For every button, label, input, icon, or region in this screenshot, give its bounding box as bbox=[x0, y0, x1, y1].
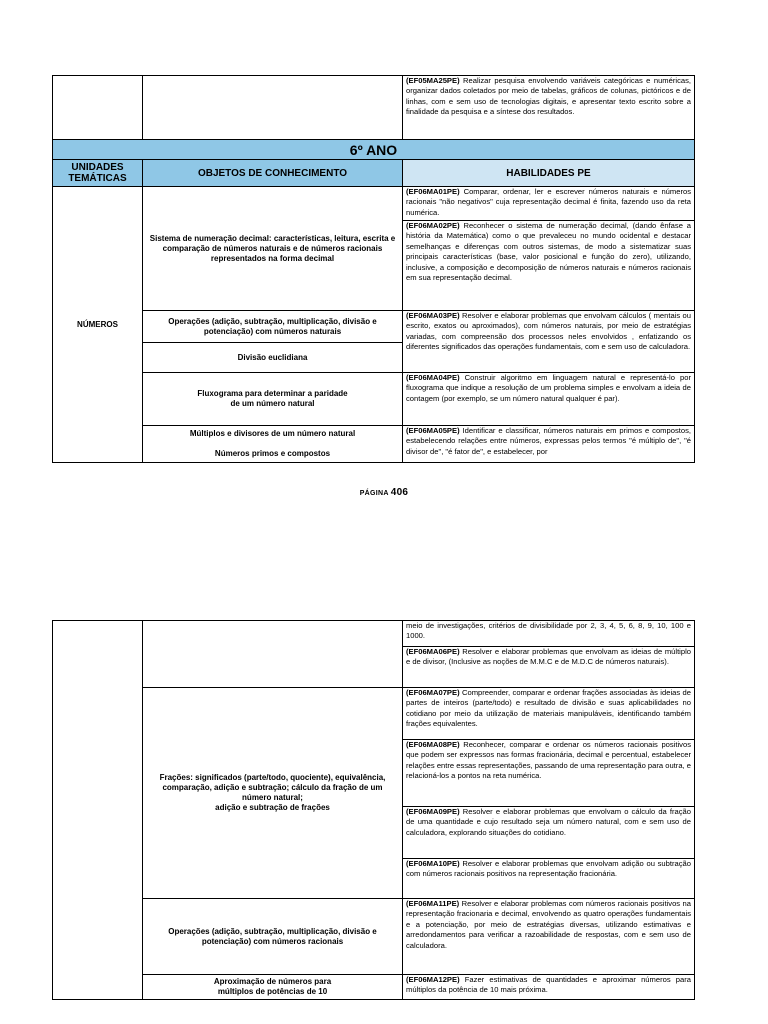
header-unidades: UNIDADES TEMÁTICAS bbox=[53, 160, 143, 187]
habilidade-cell bbox=[403, 899, 695, 975]
objeto-multiplos-label: Múltiplos e divisores de um número natural bbox=[189, 429, 356, 438]
habilidade-text: Resolver e elaborar problemas com números racionais positivos na representação fracionaria e decimal, envolvendo as quatro operações fundamentais e a potenciação, por meio de estratégias diversas, utilizando estimativas e arredondamentos para verificar a razoabilidade de respostas, com e sem uso de calculadora. bbox=[406, 899, 691, 950]
habilidade-text: Realizar pesquisa envolvendo variáveis categóricas e numéricas, organizar dados coletados por meio de tabelas, gráficos de colunas, pictóricos e de linhas, com e sem uso de tecnologias digitais, e apresentar texto escrito sobre a finalidade da pesquisa e a síntese dos resultados. bbox=[406, 76, 691, 117]
habilidade-text: Construir algoritmo em linguagem natural e representá-lo por fluxograma que indique a resolução de um problema simples e envolvam a ideia de contagem (por exemplo, se um número natural qualquer é par). bbox=[406, 373, 691, 403]
habilidade-cell bbox=[403, 975, 695, 1000]
objeto-fluxograma: Fluxograma para determinar a paridade de um número natural bbox=[143, 373, 403, 426]
habilidade-code: (EF06MA07PE) bbox=[406, 688, 460, 697]
habilidade-code: (EF06MA01PE) bbox=[406, 187, 460, 196]
objeto-operacoes-naturais: Operações (adição, subtração, multiplicação, divisão e potenciação) com números naturais bbox=[143, 311, 403, 343]
habilidade-text: Resolver e elaborar problemas que envolvam cálculos ( mentais ou escrito, exatos ou aproximados), com números naturais, por meio de estratégias variadas, com compreensão dos processos neles envolvidos , enfatizando os diferentes significados das operações fundamentais, com e sem uso de calculadora. bbox=[406, 311, 691, 352]
objeto-aproximacao: Aproximação de números para múltiplos de potências de 10 bbox=[143, 975, 403, 1000]
objeto-operacoes-racionais: Operações (adição, subtração, multiplicação, divisão e potenciação) com números racionais bbox=[143, 899, 403, 975]
page-number bbox=[0, 487, 768, 498]
habilidade-cell bbox=[403, 373, 695, 426]
habilidade-cell bbox=[403, 859, 695, 899]
habilidade-text: Resolver e elaborar problemas que envolvam as ideias de múltiplo e de divisor, (Inclusive as noções de M.M.C e de M.D.C de números naturais). bbox=[406, 647, 691, 667]
habilidade-code: (EF06MA08PE) bbox=[406, 740, 460, 749]
year-title: 6º ANO bbox=[53, 140, 695, 160]
habilidade-text: Comparar, ordenar, ler e escrever números naturais e números racionais "não negativos" cuja representação decimal é finita, fazendo uso da reta numérica. bbox=[406, 187, 691, 217]
unidade-numeros: NÚMEROS bbox=[53, 187, 143, 463]
habilidade-cell bbox=[403, 740, 695, 807]
habilidade-text: Reconhecer, comparar e ordenar os números racionais positivos que podem ser expressos nas formas fracionária, decimal e percentual, estabelecer relações entre essas representações, passando de uma representação para outra, e relacioná-los a pontos na reta numérica. bbox=[406, 740, 691, 781]
habilidade-code: (EF06MA03PE) bbox=[406, 311, 460, 320]
habilidade-cell bbox=[403, 426, 695, 463]
habilidade-code: (EF06MA06PE) bbox=[406, 647, 460, 656]
empty-unidade-cell bbox=[53, 621, 143, 1000]
habilidade-text: Reconhecer o sistema de numeração decimal, (dando ênfase a história da Matemática) como o que prevaleceu no mundo ocidental e destacar semelhanças e diferenças com outros sistemas, de modo a sistematizar suas principais características (base, valor posicional e função do zero), utilizando, inclusive, a composição e decomposição de números naturais e números racionais em sua representação decimal. bbox=[406, 221, 691, 283]
habilidade-code: (EF06MA05PE) bbox=[406, 426, 460, 435]
page-label: PÁGINA bbox=[359, 490, 389, 497]
habilidade-code: (EF06MA12PE) bbox=[406, 975, 460, 984]
habilidade-cell bbox=[403, 311, 695, 373]
header-objetos: OBJETOS DE CONHECIMENTO bbox=[143, 160, 403, 187]
objeto-multiplos-divisores bbox=[143, 426, 403, 463]
habilidade-code: (EF06MA02PE) bbox=[406, 221, 460, 230]
habilidade-cell bbox=[403, 688, 695, 740]
objeto-fracoes: Frações: significados (parte/todo, quociente), equivalência, comparação, adição e subtração; cálculo da fração de um número natural; adição e subtração de frações bbox=[143, 688, 403, 899]
page-number-value: 406 bbox=[390, 487, 409, 498]
habilidade-cell bbox=[403, 621, 695, 647]
habilidade-cell bbox=[403, 221, 695, 311]
habilidade-cell bbox=[403, 807, 695, 859]
habilidade-code: (EF06MA04PE) bbox=[406, 373, 460, 382]
habilidade-text: Identificar e classificar, números naturais em primos e compostos, estabelecendo relações entre números, expressas pelos termos "é múltiplo de", "é divisor de", "é fator de", e estabelecer, por bbox=[406, 426, 691, 456]
habilidade-cell bbox=[403, 647, 695, 688]
habilidade-code: (EF06MA10PE) bbox=[406, 859, 460, 868]
habilidade-text: Compreender, comparar e ordenar frações associadas às ideias de partes de inteiros (parte/todo) e resultado de divisão e suas aplicabilidades no cotidiano por meio da utilização de materiais manipuláveis, identificando também frações equivalentes. bbox=[406, 688, 691, 729]
habilidade-text: Resolver e elaborar problemas que envolvam adição ou subtração com números racionais positivos na representação fracionária. bbox=[406, 859, 691, 879]
objeto-sistema-numeracao: Sistema de numeração decimal: características, leitura, escrita e comparação de números naturais e de números racionais representados na forma decimal bbox=[143, 187, 403, 311]
curriculum-table-page-2 bbox=[52, 620, 695, 1000]
objeto-primos-label: Números primos e compostos bbox=[214, 449, 331, 458]
empty-objeto-cell bbox=[143, 621, 403, 688]
habilidade-text: Fazer estimativas de quantidades e aproximar números para múltiplos da potência de 10 mais próxima. bbox=[406, 975, 691, 995]
habilidade-cell bbox=[403, 187, 695, 221]
empty-objeto-cell bbox=[143, 76, 403, 140]
habilidade-code: (EF05MA25PE) bbox=[406, 76, 460, 85]
habilidade-text: Resolver e elaborar problemas que envolvam o cálculo da fração de uma quantidade e cujo resultado seja um número natural, com e sem uso de calculadora, explorando situações do cotidiano. bbox=[406, 807, 691, 837]
empty-unidade-cell bbox=[53, 76, 143, 140]
habilidade-text: meio de investigações, critérios de divisibilidade por 2, 3, 4, 5, 6, 8, 9, 10, 100 e 1000. bbox=[406, 621, 691, 641]
header-habilidades: HABILIDADES PE bbox=[403, 160, 695, 187]
objeto-divisao-euclidiana: Divisão euclidiana bbox=[143, 343, 403, 373]
habilidade-code: (EF06MA11PE) bbox=[406, 899, 460, 908]
habilidade-code: (EF06MA09PE) bbox=[406, 807, 460, 816]
curriculum-table-page-1 bbox=[52, 75, 695, 463]
habilidade-cell bbox=[403, 76, 695, 140]
